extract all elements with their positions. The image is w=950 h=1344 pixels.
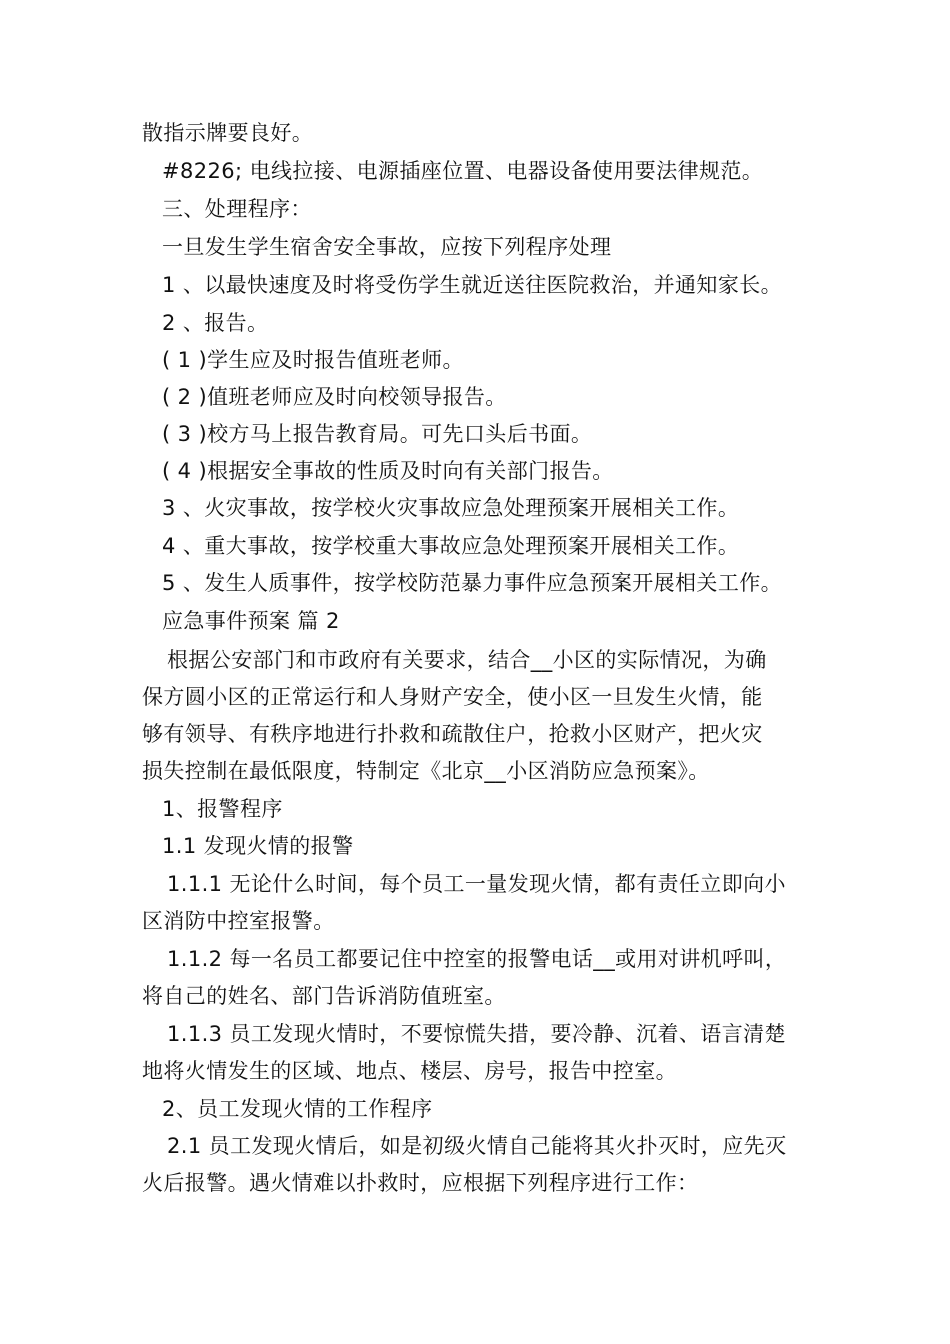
list-item: ( 4 )根据安全事故的性质及时向有关部门报告。 [162, 459, 614, 483]
text-line: 散指示牌要良好。 [142, 121, 314, 145]
section-heading: 三、处理程序： [162, 197, 312, 221]
list-item: 4 、重大事故，按学校重大事故应急处理预案开展相关工作。 [162, 534, 740, 558]
section-heading: 2、员工发现火情的工作程序 [162, 1097, 433, 1121]
paragraph-line: 2.1 员工发现火情后，如是初级火情自己能将其火扑灭时，应先灭 [167, 1134, 787, 1158]
paragraph-line: 损失控制在最低限度，特制定《北京__小区消防应急预案》。 [142, 759, 710, 783]
paragraph-line: 保方圆小区的正常运行和人身财产安全，使小区一旦发生火情，能 [142, 685, 763, 709]
paragraph-line: 区消防中控室报警。 [142, 909, 335, 933]
subsection-heading: 1.1 发现火情的报警 [162, 834, 354, 858]
paragraph-line: 1.1.1 无论什么时间，每个员工一量发现火情，都有责任立即向小 [167, 872, 786, 896]
paragraph-line: 1.1.3 员工发现火情时，不要惊慌失措，要冷静、沉着、语言清楚 [167, 1022, 786, 1046]
paragraph-line: 根据公安部门和市政府有关要求，结合__小区的实际情况，为确 [167, 648, 767, 672]
text-line: 一旦发生学生宿舍安全事故，应按下列程序处理 [162, 235, 612, 259]
text-line: #8226; 电线拉接、电源插座位置、电器设备使用要法律规范。 [162, 159, 764, 183]
list-item: 1 、以最快速度及时将受伤学生就近送往医院救治，并通知家长。 [162, 273, 783, 297]
list-item: ( 1 )学生应及时报告值班老师。 [162, 348, 464, 372]
paragraph-line: 将自己的姓名、部门告诉消防值班室。 [142, 984, 506, 1008]
section-heading: 应急事件预案 篇 2 [162, 609, 340, 633]
paragraph-line: 够有领导、有秩序地进行扑救和疏散住户，抢救小区财产，把火灾 [142, 722, 763, 746]
list-item: 5 、发生人质事件，按学校防范暴力事件应急预案开展相关工作。 [162, 571, 783, 595]
list-item: ( 3 )校方马上报告教育局。可先口头后书面。 [162, 422, 593, 446]
paragraph-line: 地将火情发生的区域、地点、楼层、房号，报告中控室。 [142, 1059, 677, 1083]
list-item: ( 2 )值班老师应及时向校领导报告。 [162, 385, 507, 409]
paragraph-line: 火后报警。遇火情难以扑救时，应根据下列程序进行工作： [142, 1171, 699, 1195]
paragraph-line: 1.1.2 每一名员工都要记住中控室的报警电话__或用对讲机呼叫， [167, 947, 787, 971]
section-heading: 1、报警程序 [162, 797, 283, 821]
list-item: 3 、火灾事故，按学校火灾事故应急处理预案开展相关工作。 [162, 496, 740, 520]
list-item: 2 、报告。 [162, 311, 269, 335]
